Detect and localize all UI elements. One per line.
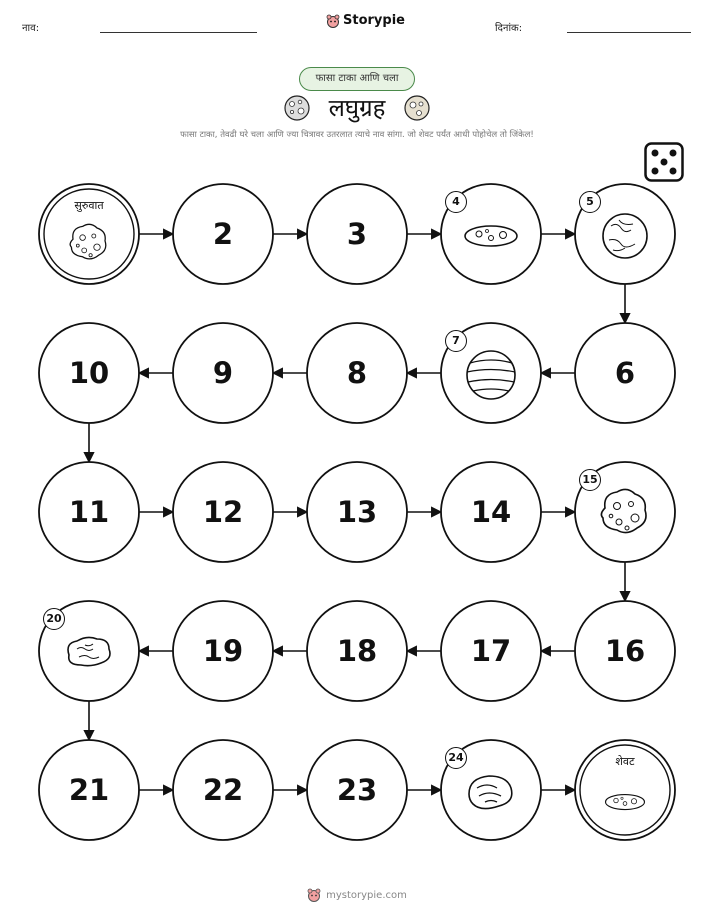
cell-number: 10: [68, 356, 110, 390]
cell-number-badge: 7: [445, 330, 467, 352]
striped-planet-icon: [467, 351, 515, 399]
cell-number: 2: [212, 217, 234, 251]
cell-number-badge: 24: [445, 747, 467, 769]
footer-url: mystorypie.com: [326, 889, 407, 901]
end-label: शेवट: [615, 755, 635, 768]
cell-number: 13: [336, 495, 378, 529]
cell-number: 8: [346, 356, 368, 390]
name-label: नाव:: [22, 23, 40, 34]
round-asteroid-icon: [603, 214, 647, 258]
cell-number: 14: [470, 495, 512, 529]
cell-number: 3: [346, 217, 368, 251]
brand-name: Storypie: [343, 13, 405, 28]
cell-number: 18: [336, 634, 378, 668]
cell-number: 19: [202, 634, 244, 668]
cell-number: 9: [212, 356, 234, 390]
page-title: लघुग्रह: [328, 94, 386, 122]
cell-number: 17: [470, 634, 512, 668]
cell-number: 23: [336, 773, 378, 807]
cell-number: 6: [614, 356, 636, 390]
cratered-asteroid-icon: [70, 224, 106, 259]
cell-number: 11: [68, 495, 110, 529]
game-type-pill: फासा टाका आणि चला: [299, 67, 415, 91]
cell-number: 12: [202, 495, 244, 529]
cell-number: 21: [68, 773, 110, 807]
rocky-asteroid-icon: [68, 637, 110, 665]
cell-number: 22: [202, 773, 244, 807]
lumpy-asteroid-icon: [469, 776, 512, 809]
cell-number-badge: 15: [579, 469, 601, 491]
date-label: दिनांक:: [495, 23, 523, 34]
cratered-asteroid-icon: [601, 489, 646, 532]
mascot-icon: [307, 888, 321, 902]
flat-asteroid-icon: [465, 226, 517, 246]
cell-number-badge: 4: [445, 191, 467, 213]
instructions: फासा टाका, तेवढी घरे चला आणि ज्या चित्रावर उतरलात त्याचे नाव सांगा. जो शेवट पर्यंत आधी पोहोचेल तो जिंकेल!: [180, 130, 534, 140]
cell-number-badge: 5: [579, 191, 601, 213]
footer: [0, 888, 714, 902]
cell-number-badge: 20: [43, 608, 65, 630]
cell-number: 16: [604, 634, 646, 668]
start-label: सुरुवात: [74, 199, 104, 212]
flat-asteroid-icon: [606, 795, 645, 810]
